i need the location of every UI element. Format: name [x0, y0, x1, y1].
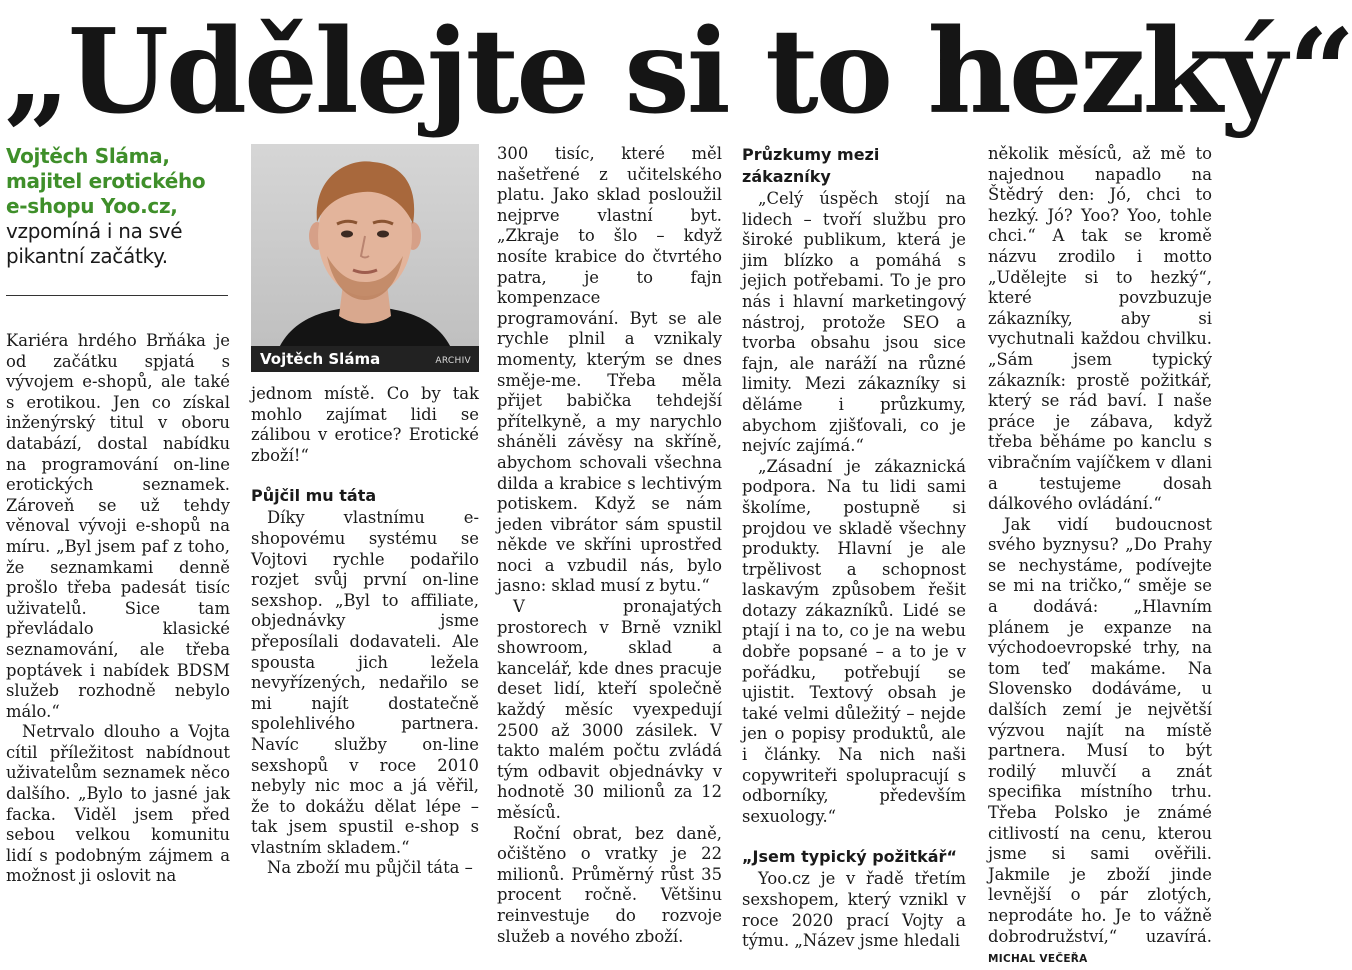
intro-text-line: vzpomíná i na své	[6, 219, 183, 243]
intro-name-line: e-shopu Yoo.cz,	[6, 194, 178, 218]
intro-block	[6, 144, 230, 269]
article-paragraph: Na zboží mu půjčil táta –	[267, 858, 473, 878]
headline: „Udělejte si to hezký“	[4, 4, 1352, 140]
section-heading: „Jsem typický požitkář“	[742, 847, 957, 867]
article-column-2	[251, 384, 479, 879]
photo-caption-bar	[251, 346, 479, 372]
section-heading: Půjčil mu táta	[251, 486, 377, 506]
photo-credit: ARCHIV	[435, 356, 471, 366]
intro-text-line: pikantní začátky.	[6, 244, 168, 268]
article-column-5	[988, 144, 1212, 970]
article-paragraph-text: Jak vidí budoucnost svého byznysu? „Do Prahy se nechystáme, podívejte se mi na tričko,“ směje se a dodává: „Hlavním plánem je expanze na východoevropské trhy, na tom teď makáme. Na Slovensko dodáváme, u dalších zemí je největší výzvou najít na místě partnera. Musí to být rodilý mluvčí a znát specifika místního trhu. Třeba Polsko je známé citlivostí na cenu, kterou jsme si sami ověřili. Jakmile je zboží jinde levnější o pár zlotých, neprodáte ho. Je to vážně dobrodružství,“ uzavírá.	[988, 514, 1212, 946]
photo-caption-name: Vojtěch Sláma	[260, 350, 381, 368]
article-paragraph: Kariéra hrdého Brňáka je od začátku spjatá s vývojem e-shopů, ale také s erotikou. Jen co získal inženýrský titul v oboru databází, dostal nabídku na programování on-line erotických seznamek. Zároveň se už tehdy věnoval vývoji e-shopů na míru. „Byl jsem paf z toho, že seznamkami denně prošlo třeba padesát tisíc uživatelů. Sice tam převládalo klasické seznamování, ale třeba poptávek i nabídek BDSM služeb rozhodně nebylo málo.“	[6, 331, 230, 721]
intro-name-line: Vojtěch Sláma,	[6, 144, 170, 168]
intro-name-line: majitel erotického	[6, 169, 206, 193]
portrait-photo	[251, 144, 479, 372]
article-paragraph: Yoo.cz je v řadě třetím sexshopem, který vznikl v roce 2020 prací Vojty a týmu. „Název jsme hledali	[742, 869, 966, 951]
article-paragraph: několik měsíců, až mě to najednou napadlo na Štědrý den: Jó, chci to hezký. Jó? Yoo? Yoo, tohle chci.“ A tak se kromě názvu zrodilo i motto „Udělejte si to hezký“, které povzbuzuje zákazníky, aby si vychutnali každou chvilku. „Sám jsem typický zákazník: prostě požitkář, který se rád baví. I naše práce je zábava, když třeba běháme po kanclu s vibračním vajíčkem v dlani a testujeme dosah dálkového ovládání.“	[988, 144, 1212, 514]
article-paragraph	[988, 515, 1212, 970]
article-column-4	[742, 144, 966, 952]
article-paragraph: jednom místě. Co by tak mohlo zajímat lidi se zálibou v erotice? Erotické zboží!“	[251, 384, 479, 465]
article-column-1	[6, 331, 230, 887]
article-column-3	[497, 144, 722, 947]
article-paragraph: V pronajatých prostorech v Brně vznikl showroom, sklad a kancelář, kde dnes pracuje deset lidí, kteří společně každý měsíc vyexpedují 2500 až 3000 zásilek. V takto malém počtu zvládá tým odbavit objednávky v hodnotě 30 milionů za 12 měsíců.	[497, 597, 722, 822]
article-paragraph: Netrvalo dlouho a Vojta cítil příležitost nabídnout uživatelům seznamek něco dalšího. „Bylo to jasné jak facka. Viděl jsem před sebou velkou komunitu lidí s podobným zájmem a možnost ji oslovit na	[6, 722, 230, 886]
author-byline: MICHAL VEČEŘA	[988, 953, 1088, 966]
article-paragraph: „Zásadní je zákaznická podpora. Na tu lidi sami školíme, postupně si projdou ve skladě všechny produkty. Hlavní je ale trpělivost a schopnost laskavým způsobem řešit dotazy zákazníků. Lidé se ptají i na to, co je na webu dobře popsané – a to je v pořádku, potřebují se ujistit. Textový obsah je také velmi důležitý – nejde jen o popisy produktů, ale i články. Na nich naši copywriteři spolupracují s odborníky, především sexuology.“	[742, 456, 966, 826]
article-paragraph: „Celý úspěch stojí na lidech – tvoří službu pro široké publikum, která je jim blízko a pomáhá s jejich potřebami. To je pro nás i hlavní marketingový nástroj, protože SEO a tvorba obsahu jsou sice fajn, ale naráží na různé limity. Mezi zákazníky si děláme i průzkumy, abychom zjišťovali, co je nejvíc zajímá.“	[742, 189, 966, 456]
article-paragraph: Díky vlastnímu e-shopovému systému se Vojtovi rychle podařilo rozjet svůj první on-line sexshop. „Byl to affiliate, objednávky jsme přeposílali dodavateli. Ale spousta jich ležela nevyřízených, nedařilo se mi najít dostatečně spolehlivého partnera. Navíc služby on-line sexshopů v roce 2010 nebyly nic moc a já věřil, že to dokážu dělat lépe – tak jsem spustil e-shop s vlastním skladem.“	[251, 508, 479, 857]
portrait-illustration	[251, 144, 479, 372]
article-paragraph: 300 tisíc, které měl našetřené z učitelského platu. Jako sklad posloužil nejprve vlastní byt. „Zkraje to šlo – když nosíte krabice do čtvrtého patra, je to fajn kompenzace programování. Byt se ale rychle plnil a vznikaly momenty, kterým se dnes směje-me. Třeba měla přijet babička tehdejší přítelkyně, a my narychlo sháněli závěsy na skříně, abychom schovali všechna dilda a krabice s lechtivým potiskem. Když se nám jeden vibrátor sám spustil někde ve skříni uprostřed noci a vzbudil nás, bylo jasno: sklad musí z bytu.“	[497, 144, 722, 596]
article-paragraph: Roční obrat, bez daně, očištěno o vratky je 22 milionů. Průměrný růst 35 procent ročně. Většinu reinvestuje do rozvoje služeb a nového zboží.	[497, 823, 722, 946]
section-heading: Průzkumy mezi zákazníky	[742, 145, 880, 186]
intro-divider	[6, 295, 228, 296]
